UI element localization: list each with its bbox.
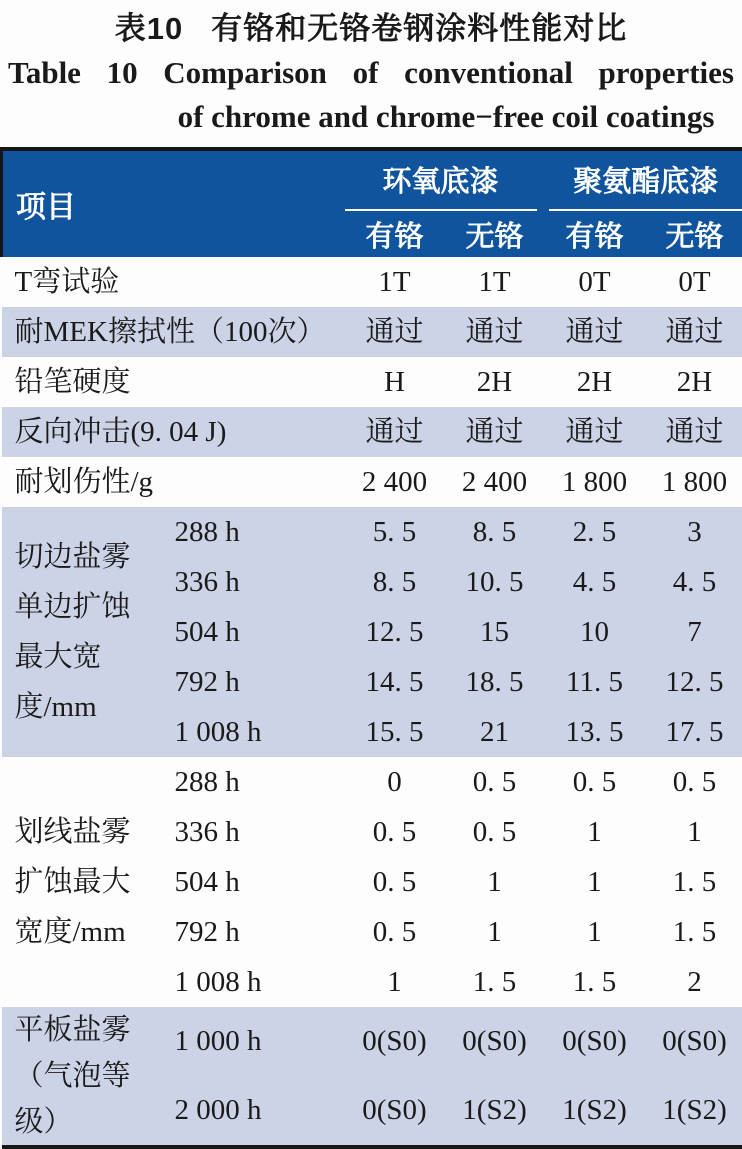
- row-scratch-resistance: [2, 457, 742, 507]
- group-label-line: 宽度/mm: [15, 907, 167, 957]
- cell: 1 800: [645, 457, 742, 507]
- row-label: 反向冲击(9. 04 J): [2, 407, 345, 457]
- group-label-line: （气泡等级）: [15, 1053, 167, 1145]
- group-label-line: 划线盐雾: [15, 807, 167, 857]
- time-cell: 792 h: [167, 657, 345, 707]
- cell: 2. 5: [545, 507, 645, 557]
- row-label: T弯试验: [2, 257, 345, 307]
- cell: 0. 5: [445, 757, 545, 807]
- cell: 0T: [545, 257, 645, 307]
- cell: 2H: [645, 357, 742, 407]
- time-cell: 288 h: [167, 507, 345, 557]
- cell: 5. 5: [345, 507, 445, 557]
- time-cell: 504 h: [167, 607, 345, 657]
- cell: 1(S2): [645, 1076, 742, 1148]
- cell: 1: [545, 857, 645, 907]
- row-reverse-impact: [2, 407, 742, 457]
- cell: 12. 5: [645, 657, 742, 707]
- cell: 1: [545, 907, 645, 957]
- cell: 0: [345, 757, 445, 807]
- cell: 0(S0): [445, 1007, 545, 1076]
- cell: 通过: [445, 407, 545, 457]
- cell: 10: [545, 607, 645, 657]
- header-row-groups: [2, 149, 742, 211]
- cell: 2H: [445, 357, 545, 407]
- cell: 0. 5: [645, 757, 742, 807]
- cell: 0(S0): [645, 1007, 742, 1076]
- time-cell: 1 008 h: [167, 707, 345, 757]
- header-group-epoxy-label: 环氧底漆: [345, 151, 537, 211]
- time-cell: 792 h: [167, 907, 345, 957]
- group-label-line: 扩蚀最大: [15, 857, 167, 907]
- table-caption-zh: [0, 0, 742, 48]
- header-subcol-chromefree-1: 无铬: [445, 211, 545, 257]
- header-group-polyurethane-label: 聚氨酯底漆: [549, 151, 742, 211]
- header-group-polyurethane: [545, 149, 742, 211]
- time-cell: 288 h: [167, 757, 345, 807]
- table-header: [2, 149, 742, 257]
- group-label-scribe-salt-spray: [2, 757, 167, 1007]
- cell: 12. 5: [345, 607, 445, 657]
- cell: 1T: [345, 257, 445, 307]
- header-subcol-chromefree-2: 无铬: [645, 211, 742, 257]
- cell: 21: [445, 707, 545, 757]
- cell: 4. 5: [645, 557, 742, 607]
- row-label: 铅笔硬度: [2, 357, 345, 407]
- cell: 0(S0): [345, 1007, 445, 1076]
- cell: 17. 5: [645, 707, 742, 757]
- cell: 2 400: [445, 457, 545, 507]
- cell: 2 400: [345, 457, 445, 507]
- table-caption-en-line1: Table 10 Comparison of conventional properties: [0, 48, 742, 95]
- table-body: [2, 257, 742, 1147]
- header-item-cell: [2, 149, 345, 257]
- cell: 通过: [345, 407, 445, 457]
- header-subcol-chrome-1: 有铬: [345, 211, 445, 257]
- group-label-flat-panel-salt-spray: [2, 1007, 167, 1147]
- cell: 1: [545, 807, 645, 857]
- row-mek-rub: [2, 307, 742, 357]
- cell: 2: [645, 957, 742, 1007]
- cell: 通过: [545, 407, 645, 457]
- row-cut-edge-288h: [2, 507, 742, 557]
- cell: H: [345, 357, 445, 407]
- row-pencil-hardness: [2, 357, 742, 407]
- time-cell: 504 h: [167, 857, 345, 907]
- cell: 1T: [445, 257, 545, 307]
- cell: 通过: [645, 407, 742, 457]
- group-label-line: 切边盐雾: [15, 532, 167, 582]
- cell: 1: [445, 907, 545, 957]
- time-cell: 1 008 h: [167, 957, 345, 1007]
- row-t-bend: [2, 257, 742, 307]
- cell: 2H: [545, 357, 645, 407]
- cell: 0. 5: [345, 807, 445, 857]
- cell: 通过: [445, 307, 545, 357]
- cell: 15: [445, 607, 545, 657]
- cell: 0. 5: [345, 857, 445, 907]
- row-label: 耐划伤性/g: [2, 457, 345, 507]
- cell: 0(S0): [345, 1076, 445, 1148]
- cell: 8. 5: [345, 557, 445, 607]
- group-label-line: 平板盐雾: [15, 1007, 167, 1053]
- cell: 14. 5: [345, 657, 445, 707]
- row-label: 耐MEK擦拭性（100次）: [2, 307, 345, 357]
- cell: 3: [645, 507, 742, 557]
- time-cell: 1 000 h: [167, 1007, 345, 1076]
- cell: 通过: [545, 307, 645, 357]
- cell: 1 800: [545, 457, 645, 507]
- cell: 0. 5: [445, 807, 545, 857]
- row-flat-panel-1000h: [2, 1007, 742, 1076]
- cell: 0. 5: [545, 757, 645, 807]
- cell: 1: [345, 957, 445, 1007]
- cell: 4. 5: [545, 557, 645, 607]
- table-caption-en-line2: of chrome and chrome−free coil coatings: [0, 95, 742, 139]
- group-label-cut-edge-salt-spray: [2, 507, 167, 757]
- cell: 11. 5: [545, 657, 645, 707]
- cell: 0. 5: [345, 907, 445, 957]
- cell: 0(S0): [545, 1007, 645, 1076]
- time-cell: 336 h: [167, 807, 345, 857]
- cell: 1: [445, 857, 545, 907]
- cell: 1. 5: [445, 957, 545, 1007]
- cell: 通过: [645, 307, 742, 357]
- cell: 18. 5: [445, 657, 545, 707]
- cell: 1. 5: [645, 857, 742, 907]
- cell: 1(S2): [545, 1076, 645, 1148]
- header-group-epoxy: [345, 149, 545, 211]
- group-label-line: 单边扩蚀: [15, 582, 167, 632]
- time-cell: 2 000 h: [167, 1076, 345, 1148]
- row-scribe-288h: [2, 757, 742, 807]
- cell: 1. 5: [645, 907, 742, 957]
- cell: 1(S2): [445, 1076, 545, 1148]
- cell: 8. 5: [445, 507, 545, 557]
- cell: 10. 5: [445, 557, 545, 607]
- caption-zh-number: 表10: [115, 10, 183, 48]
- cell: 通过: [345, 307, 445, 357]
- cell: 1. 5: [545, 957, 645, 1007]
- cell: 0T: [645, 257, 742, 307]
- cell: 1: [645, 807, 742, 857]
- cell: 7: [645, 607, 742, 657]
- group-label-line: 最大宽度/mm: [15, 632, 167, 732]
- header-subcol-chrome-2: 有铬: [545, 211, 645, 257]
- cell: 13. 5: [545, 707, 645, 757]
- cell: 15. 5: [345, 707, 445, 757]
- caption-zh-title: 有铬和无铬卷钢涂料性能对比: [211, 10, 627, 48]
- header-item-label: 项目: [16, 191, 76, 224]
- time-cell: 336 h: [167, 557, 345, 607]
- comparison-table: [0, 147, 742, 1149]
